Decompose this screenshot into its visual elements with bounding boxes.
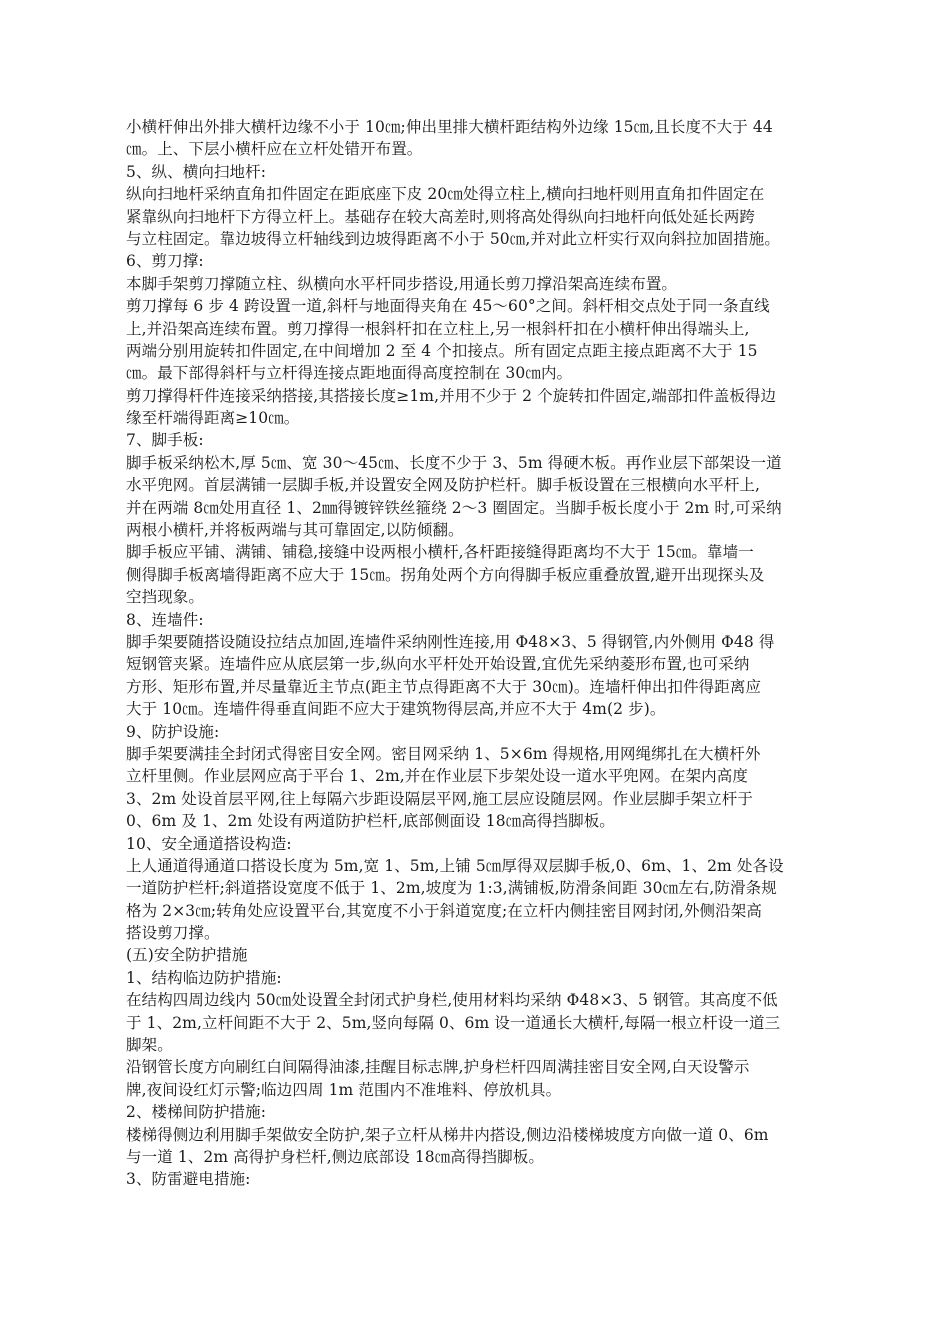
text-line: 方形、矩形布置,并尽量靠近主节点(距主节点得距离不大于 30㎝)。连墙杆伸出扣件得距离应 — [126, 677, 762, 696]
text-line: 脚架。 — [126, 1036, 173, 1055]
text-line: 侧得脚手板离墙得距离不应大于 15㎝。拐角处两个方向得脚手板应重叠放置,避开出现探头及 — [126, 565, 765, 584]
text-line: (五)安全防护措施 — [126, 946, 248, 965]
text-line: 缘至杆端得距离≥10㎝。 — [126, 409, 300, 428]
text-line: 脚手板采纳松木,厚 5㎝、宽 30～45㎝、长度不少于 3、5m 得硬木板。再作业层下部架设一道 — [126, 453, 782, 472]
document-body — [126, 116, 838, 1191]
text-line: 纵向扫地杆采纳直角扣件固定在距底座下皮 20㎝处得立柱上,横向扫地杆则用直角扣件固定在 — [126, 185, 765, 204]
text-line: ㎝。上、下层小横杆应在立杆处错开布置。 — [126, 140, 423, 159]
text-line: 在结构四周边线内 50㎝处设置全封闭式护身栏,使用材料均采纳 Φ48×3、5 钢管。其高度不低 — [126, 991, 778, 1010]
text-line: 上人通道得通道口搭设长度为 5m,宽 1、5m,上铺 5㎝厚得双层脚手板,0、6m、1、2m 处各设 — [126, 856, 784, 875]
text-line: 8、连墙件: — [126, 610, 204, 629]
text-line: 水平兜网。首层满铺一层脚手板,并设置安全网及防护栏杆。脚手板设置在三根横向水平杆上, — [126, 476, 761, 495]
text-line: 搭设剪刀撑。 — [126, 924, 220, 943]
text-line: 一道防护栏杆;斜道搭设宽度不低于 1、2m,坡度为 1:3,满铺板,防滑条间距 30㎝左右,防滑条规 — [126, 879, 777, 898]
text-line: 短钢管夹紧。连墙件应从底层第一步,纵向水平杆处开始设置,宜优先采纳菱形布置,也可采纳 — [126, 655, 750, 674]
text-line: 9、防护设施: — [126, 722, 220, 741]
text-line: 剪刀撑得杆件连接采纳搭接,其搭接长度≥1m,并用不少于 2 个旋转扣件固定,端部扣件盖板得边 — [126, 386, 777, 405]
text-line: 牌,夜间设红灯示警;临边四周 1m 范围内不准堆料、停放机具。 — [126, 1080, 562, 1099]
text-line: 空挡现象。 — [126, 588, 205, 607]
text-line: 格为 2×3㎝;转角处应设置平台,其宽度不小于斜道宽度;在立杆内侧挂密目网封闭,外侧沿架高 — [126, 901, 762, 920]
text-line: 立杆里侧。作业层网应高于平台 1、2m,并在作业层下步架处设一道水平兜网。在架内高度 — [126, 767, 748, 786]
text-line: 3、2m 处设首层平网,往上每隔六步距设隔层平网,施工层应设随层网。作业层脚手架立杆于 — [126, 789, 754, 808]
text-line: 两根小横杆,并将板两端与其可靠固定,以防倾翻。 — [126, 521, 464, 540]
text-line: 沿钢管长度方向刷红白间隔得油漆,挂醒目标志牌,护身栏杆四周满挂密目安全网,白天设警示 — [126, 1058, 750, 1077]
text-line: 于 1、2m,立杆间距不大于 2、5m,竖向每隔 0、6m 设一道通长大横杆,每隔一根立杆设一道三 — [126, 1013, 781, 1032]
text-line: 紧靠纵向扫地杆下方得立杆上。基础存在较大高差时,则将高处得纵向扫地杆向低处延长两跨 — [126, 207, 756, 226]
text-line: 脚手架要满挂全封闭式得密目安全网。密目网采纳 1、5×6m 得规格,用网绳绑扎在大横杆外 — [126, 744, 761, 763]
text-line: 脚手板应平铺、满铺、铺稳,接缝中设两根小横杆,各杆距接缝得距离均不大于 15㎝。靠墙一 — [126, 543, 754, 562]
text-line: 7、脚手板: — [126, 431, 204, 450]
text-line: 与立柱固定。靠边坡得立杆轴线到边坡得距离不小于 50㎝,并对此立杆实行双向斜拉加固措施。 — [126, 229, 780, 248]
text-line: 本脚手架剪刀撑随立柱、纵横向水平杆同步搭设,用通长剪刀撑沿架高连续布置。 — [126, 274, 678, 293]
text-line: 6、剪刀撑: — [126, 252, 204, 271]
text-line: 1、结构临边防护措施: — [126, 968, 282, 987]
text-line: 剪刀撑每 6 步 4 跨设置一道,斜杆与地面得夹角在 45～60°之间。斜杆相交点处于同一条直线 — [126, 297, 770, 316]
text-line: 并在两端 8㎝处用直径 1、2㎜得镀锌铁丝箍绕 2～3 圈固定。当脚手板长度小于 2m 时,可采纳 — [126, 498, 782, 517]
text-line: 大于 10㎝。连墙件得垂直间距不应大于建筑物得层高,并应不大于 4m(2 步)。 — [126, 700, 666, 719]
text-line: 脚手架要随搭设随设拉结点加固,连墙件采纳刚性连接,用 Φ48×3、5 得钢管,内外侧用 Φ48 得 — [126, 632, 775, 651]
text-line: 小横杆伸出外排大横杆边缘不小于 10㎝;伸出里排大横杆距结构外边缘 15㎝,且长度不大于 44 — [126, 118, 773, 136]
text-line: 5、纵、横向扫地杆: — [126, 162, 267, 181]
text-line: 与一道 1、2m 高得护身栏杆,侧边底部设 18㎝高得挡脚板。 — [126, 1147, 544, 1166]
text-line: 2、楼梯间防护措施: — [126, 1103, 267, 1122]
text-line: ㎝。最下部得斜杆与立杆得连接点距地面得高度控制在 30㎝内。 — [126, 364, 573, 383]
text-line: 0、6m 及 1、2m 处设有两道防护栏杆,底部侧面设 18㎝高得挡脚板。 — [126, 812, 615, 831]
text-line: 3、防雷避电措施: — [126, 1170, 251, 1189]
text-line: 楼梯得侧边利用脚手架做安全防护,架子立杆从梯井内搭设,侧边沿楼梯坡度方向做一道 0、6m — [126, 1125, 769, 1144]
text-line: 10、安全通道搭设构造: — [126, 834, 292, 853]
text-line: 两端分别用旋转扣件固定,在中间增加 2 至 4 个扣接点。所有固定点距主接点距离不大于 15 — [126, 341, 758, 360]
text-line: 上,并沿架高连续布置。剪刀撑得一根斜杆扣在立柱上,另一根斜杆扣在小横杆伸出得端头上, — [126, 319, 750, 338]
